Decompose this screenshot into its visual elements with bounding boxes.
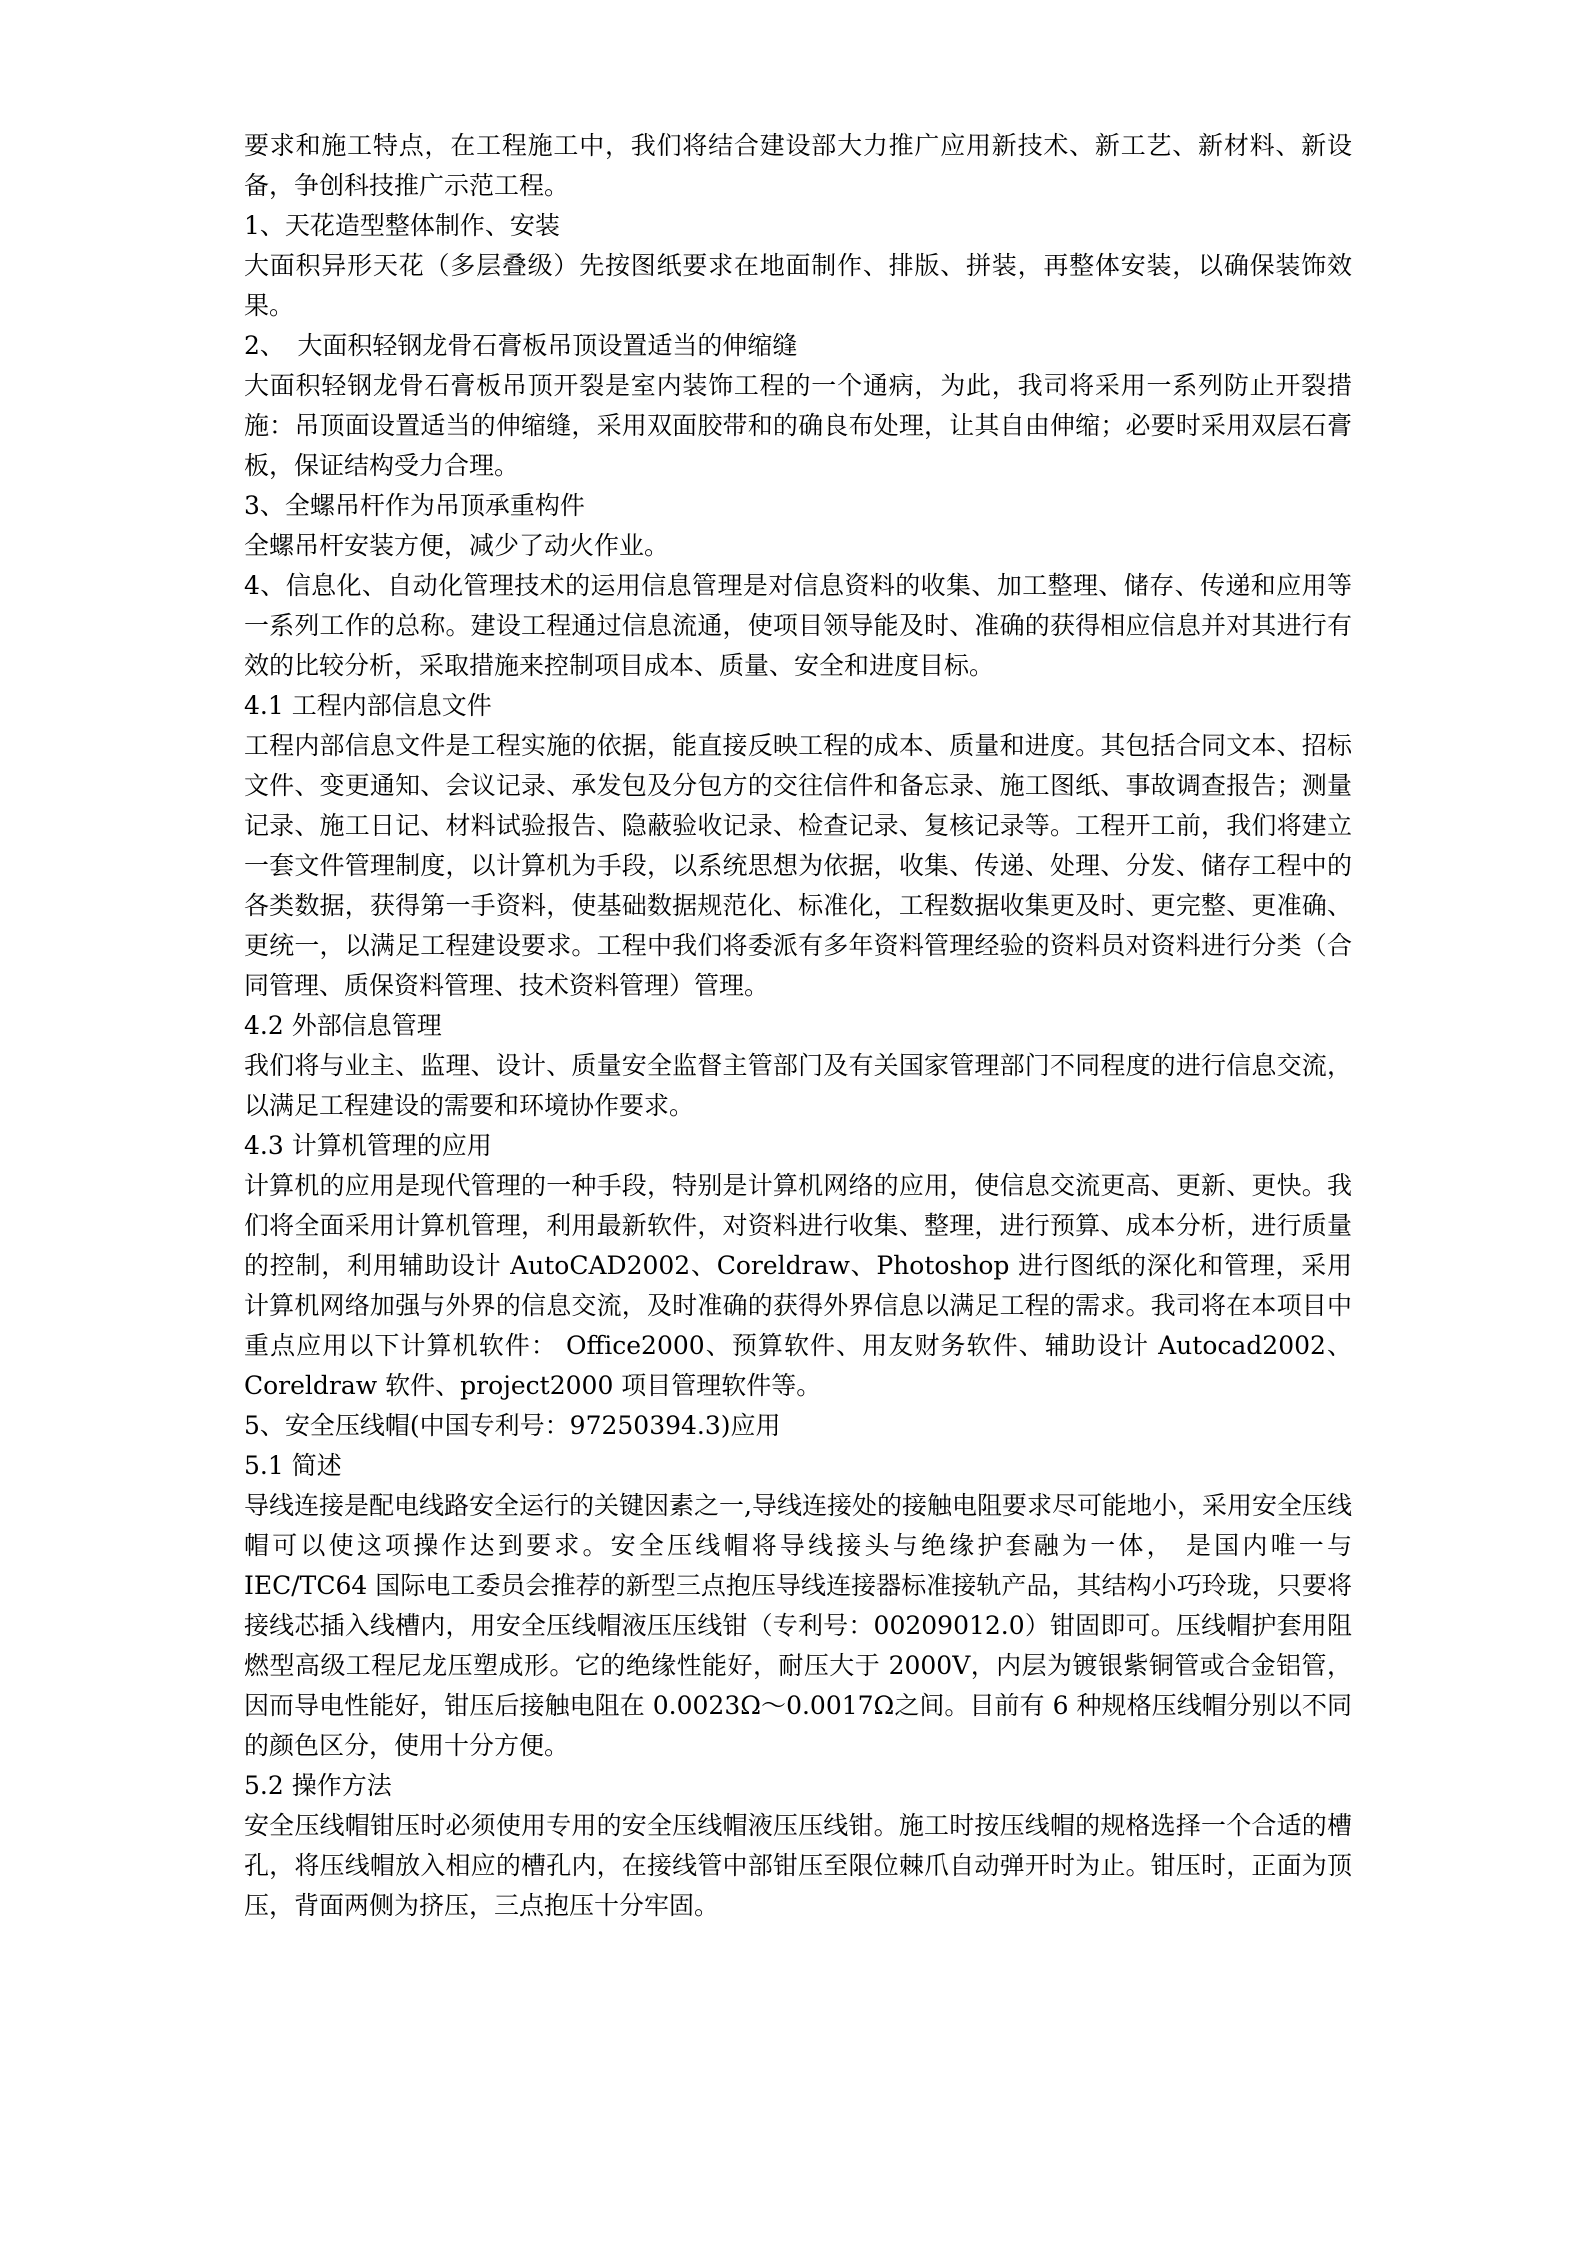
paragraph-5-1: 导线连接是配电线路安全运行的关键因素之一,导线连接处的接触电阻要求尽可能地小，采用安全压线帽可以使这项操作达到要求。安全压线帽将导线接头与绝缘护套融为一体， 是国内唯一与 IEC/TC64 国际电工委员会推荐的新型三点抱压导线连接器标准接轨产品，其结构小巧玲珑，只要将接线芯插入线槽内，用安全压线帽液压压线钳（专利号：00209012.0）钳固即可。压线帽护套用阻燃型高级工程尼龙压塑成形。它的绝缘性能好，耐压大于 2000V，内层为镀银紫铜管或合金铝管，因而导电性能好，钳压后接触电阻在 0.0023Ω～0.0017Ω之间。目前有 6 种规格压线帽分别以不同的颜色区分，使用十分方便。: [244, 1491, 1352, 1760]
heading-2: 2、 大面积轻钢龙骨石膏板吊顶设置适当的伸缩缝: [244, 331, 798, 360]
heading-5-2: 5.2 操作方法: [244, 1771, 392, 1800]
heading-5: 5、安全压线帽(中国专利号：97250394.3)应用: [244, 1411, 781, 1440]
heading-1: 1、天花造型整体制作、安装: [244, 211, 560, 240]
paragraph-3: 全螺吊杆安装方便，减少了动火作业。: [244, 531, 670, 560]
paragraph-2: 大面积轻钢龙骨石膏板吊顶开裂是室内装饰工程的一个通病，为此，我司将采用一系列防止开裂措施：吊顶面设置适当的伸缩缝，采用双面胶带和的确良布处理，让其自由伸缩；必要时采用双层石膏板，保证结构受力合理。: [244, 371, 1352, 480]
document-body: [244, 126, 1352, 1926]
paragraph-4-3: 计算机的应用是现代管理的一种手段，特别是计算机网络的应用，使信息交流更高、更新、更快。我们将全面采用计算机管理，利用最新软件，对资料进行收集、整理，进行预算、成本分析，进行质量的控制，利用辅助设计 AutoCAD2002、Coreldraw、Photoshop 进行图纸的深化和管理，采用计算机网络加强与外界的信息交流，及时准确的获得外界信息以满足工程的需求。我司将在本项目中重点应用以下计算机软件： Office2000、预算软件、用友财务软件、辅助设计 Autocad2002、Coreldraw 软件、project2000 项目管理软件等。: [244, 1171, 1352, 1400]
heading-3: 3、全螺吊杆作为吊顶承重构件: [244, 491, 585, 520]
paragraph-4-2: 我们将与业主、监理、设计、质量安全监督主管部门及有关国家管理部门不同程度的进行信息交流，以满足工程建设的需要和环境协作要求。: [244, 1051, 1352, 1120]
paragraph-intro-continued: 要求和施工特点，在工程施工中，我们将结合建设部大力推广应用新技术、新工艺、新材料、新设备，争创科技推广示范工程。: [244, 131, 1352, 200]
paragraph-1: 大面积异形天花（多层叠级）先按图纸要求在地面制作、排版、拼装，再整体安装，以确保装饰效果。: [244, 251, 1352, 320]
paragraph-4: 4、信息化、自动化管理技术的运用信息管理是对信息资料的收集、加工整理、储存、传递和应用等一系列工作的总称。建设工程通过信息流通，使项目领导能及时、准确的获得相应信息并对其进行有效的比较分析，采取措施来控制项目成本、质量、安全和进度目标。: [244, 571, 1352, 680]
paragraph-5-2: 安全压线帽钳压时必须使用专用的安全压线帽液压压线钳。施工时按压线帽的规格选择一个合适的槽孔，将压线帽放入相应的槽孔内，在接线管中部钳压至限位棘爪自动弹开时为止。钳压时，正面为顶压，背面两侧为挤压，三点抱压十分牢固。: [244, 1811, 1352, 1920]
heading-4-1: 4.1 工程内部信息文件: [244, 691, 492, 720]
paragraph-4-1: 工程内部信息文件是工程实施的依据，能直接反映工程的成本、质量和进度。其包括合同文本、招标文件、变更通知、会议记录、承发包及分包方的交往信件和备忘录、施工图纸、事故调查报告；测量记录、施工日记、材料试验报告、隐蔽验收记录、检查记录、复核记录等。工程开工前，我们将建立一套文件管理制度，以计算机为手段，以系统思想为依据，收集、传递、处理、分发、储存工程中的各类数据，获得第一手资料，使基础数据规范化、标准化，工程数据收集更及时、更完整、更准确、更统一，以满足工程建设要求。工程中我们将委派有多年资料管理经验的资料员对资料进行分类（合同管理、质保资料管理、技术资料管理）管理。: [244, 731, 1352, 1000]
heading-5-1: 5.1 简述: [244, 1451, 342, 1480]
heading-4-2: 4.2 外部信息管理: [244, 1011, 442, 1040]
heading-4-3: 4.3 计算机管理的应用: [244, 1131, 492, 1160]
